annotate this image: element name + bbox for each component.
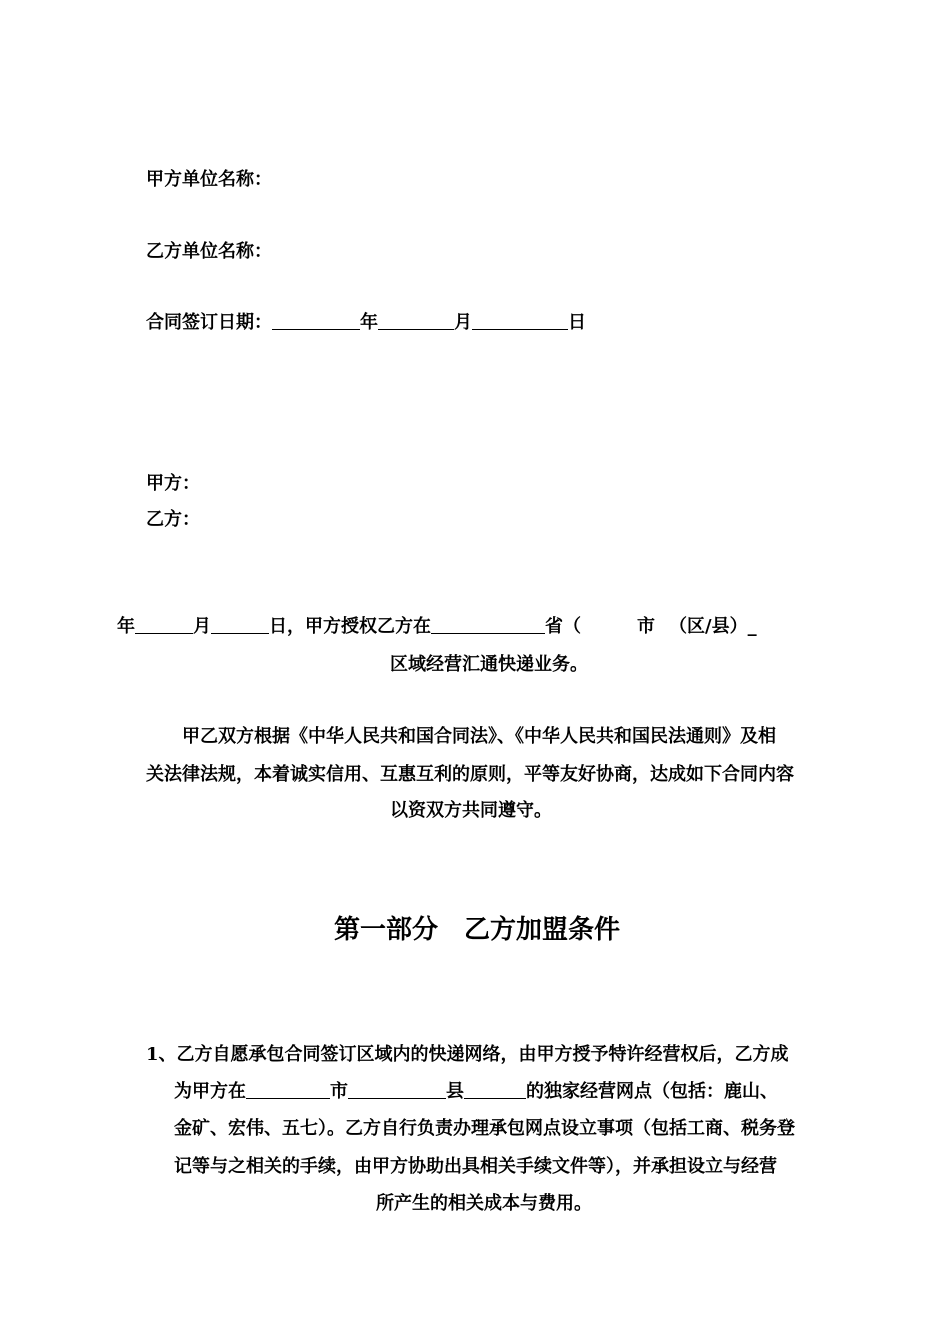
party-b-signature: 乙方： <box>146 509 200 530</box>
auth-month: 月 <box>193 616 211 637</box>
auth-year: 年 <box>117 616 135 637</box>
clause-1-line-1: 1、乙方自愿承包合同签订区域内的快递网络，由甲方授予特许经营权后，乙方成 <box>146 1044 789 1065</box>
day-blank <box>472 311 568 330</box>
preamble-line-3: 以资双方共同遵守。 <box>390 800 552 821</box>
day-text: 日 <box>568 312 586 333</box>
month-blank <box>378 311 454 330</box>
sign-date-label: 合同签订日期： <box>146 312 272 333</box>
auth-day-text: 日，甲方授权乙方在 <box>269 616 431 637</box>
party-b-name-label: 乙方单位名称： <box>146 241 272 262</box>
outlet-blank <box>464 1080 526 1099</box>
year-blank <box>272 311 360 330</box>
month-text: 月 <box>454 312 472 333</box>
auth-province: 省（ <box>545 616 581 637</box>
clause-1-text-b: 市 <box>330 1081 348 1102</box>
clause-1-line-2 <box>174 1080 778 1104</box>
clause-1-text-c: 县 <box>446 1081 464 1102</box>
authorization-line-1 <box>117 615 757 639</box>
auth-district: （区/县）_ <box>669 616 757 637</box>
preamble-line-1: 甲乙双方根据《中华人民共和国合同法》、《中华人民共和国民法通则》及相 <box>182 726 776 747</box>
party-a-signature: 甲方： <box>146 473 200 494</box>
preamble-line-2: 关法律法规，本着诚实信用、互惠互利的原则，平等友好协商，达成如下合同内容 <box>146 764 794 785</box>
city-blank <box>246 1080 330 1099</box>
party-a-name-label: 甲方单位名称： <box>146 169 272 190</box>
auth-year-blank <box>135 615 193 634</box>
auth-month-blank <box>211 615 269 634</box>
clause-1-line-5: 所产生的相关成本与费用。 <box>376 1193 592 1214</box>
sign-date-line <box>146 311 586 335</box>
year-text: 年 <box>360 312 378 333</box>
auth-city: 市 <box>637 616 655 637</box>
authorization-line-2: 区域经营汇通快递业务。 <box>390 654 588 675</box>
section-title: 第一部分 乙方加盟条件 <box>334 915 621 945</box>
clause-1-line-3: 金矿、宏伟、五七）。乙方自行负责办理承包网点设立事项（包括工商、税务登 <box>174 1118 795 1139</box>
county-blank <box>348 1080 446 1099</box>
clause-1-text-a: 为甲方在 <box>174 1081 246 1102</box>
auth-province-blank <box>431 615 545 634</box>
clause-1-line-4: 记等与之相关的手续，由甲方协助出具相关手续文件等），并承担设立与经营 <box>174 1156 777 1177</box>
clause-1-text-d: 的独家经营网点（包括：鹿山、 <box>526 1081 778 1102</box>
